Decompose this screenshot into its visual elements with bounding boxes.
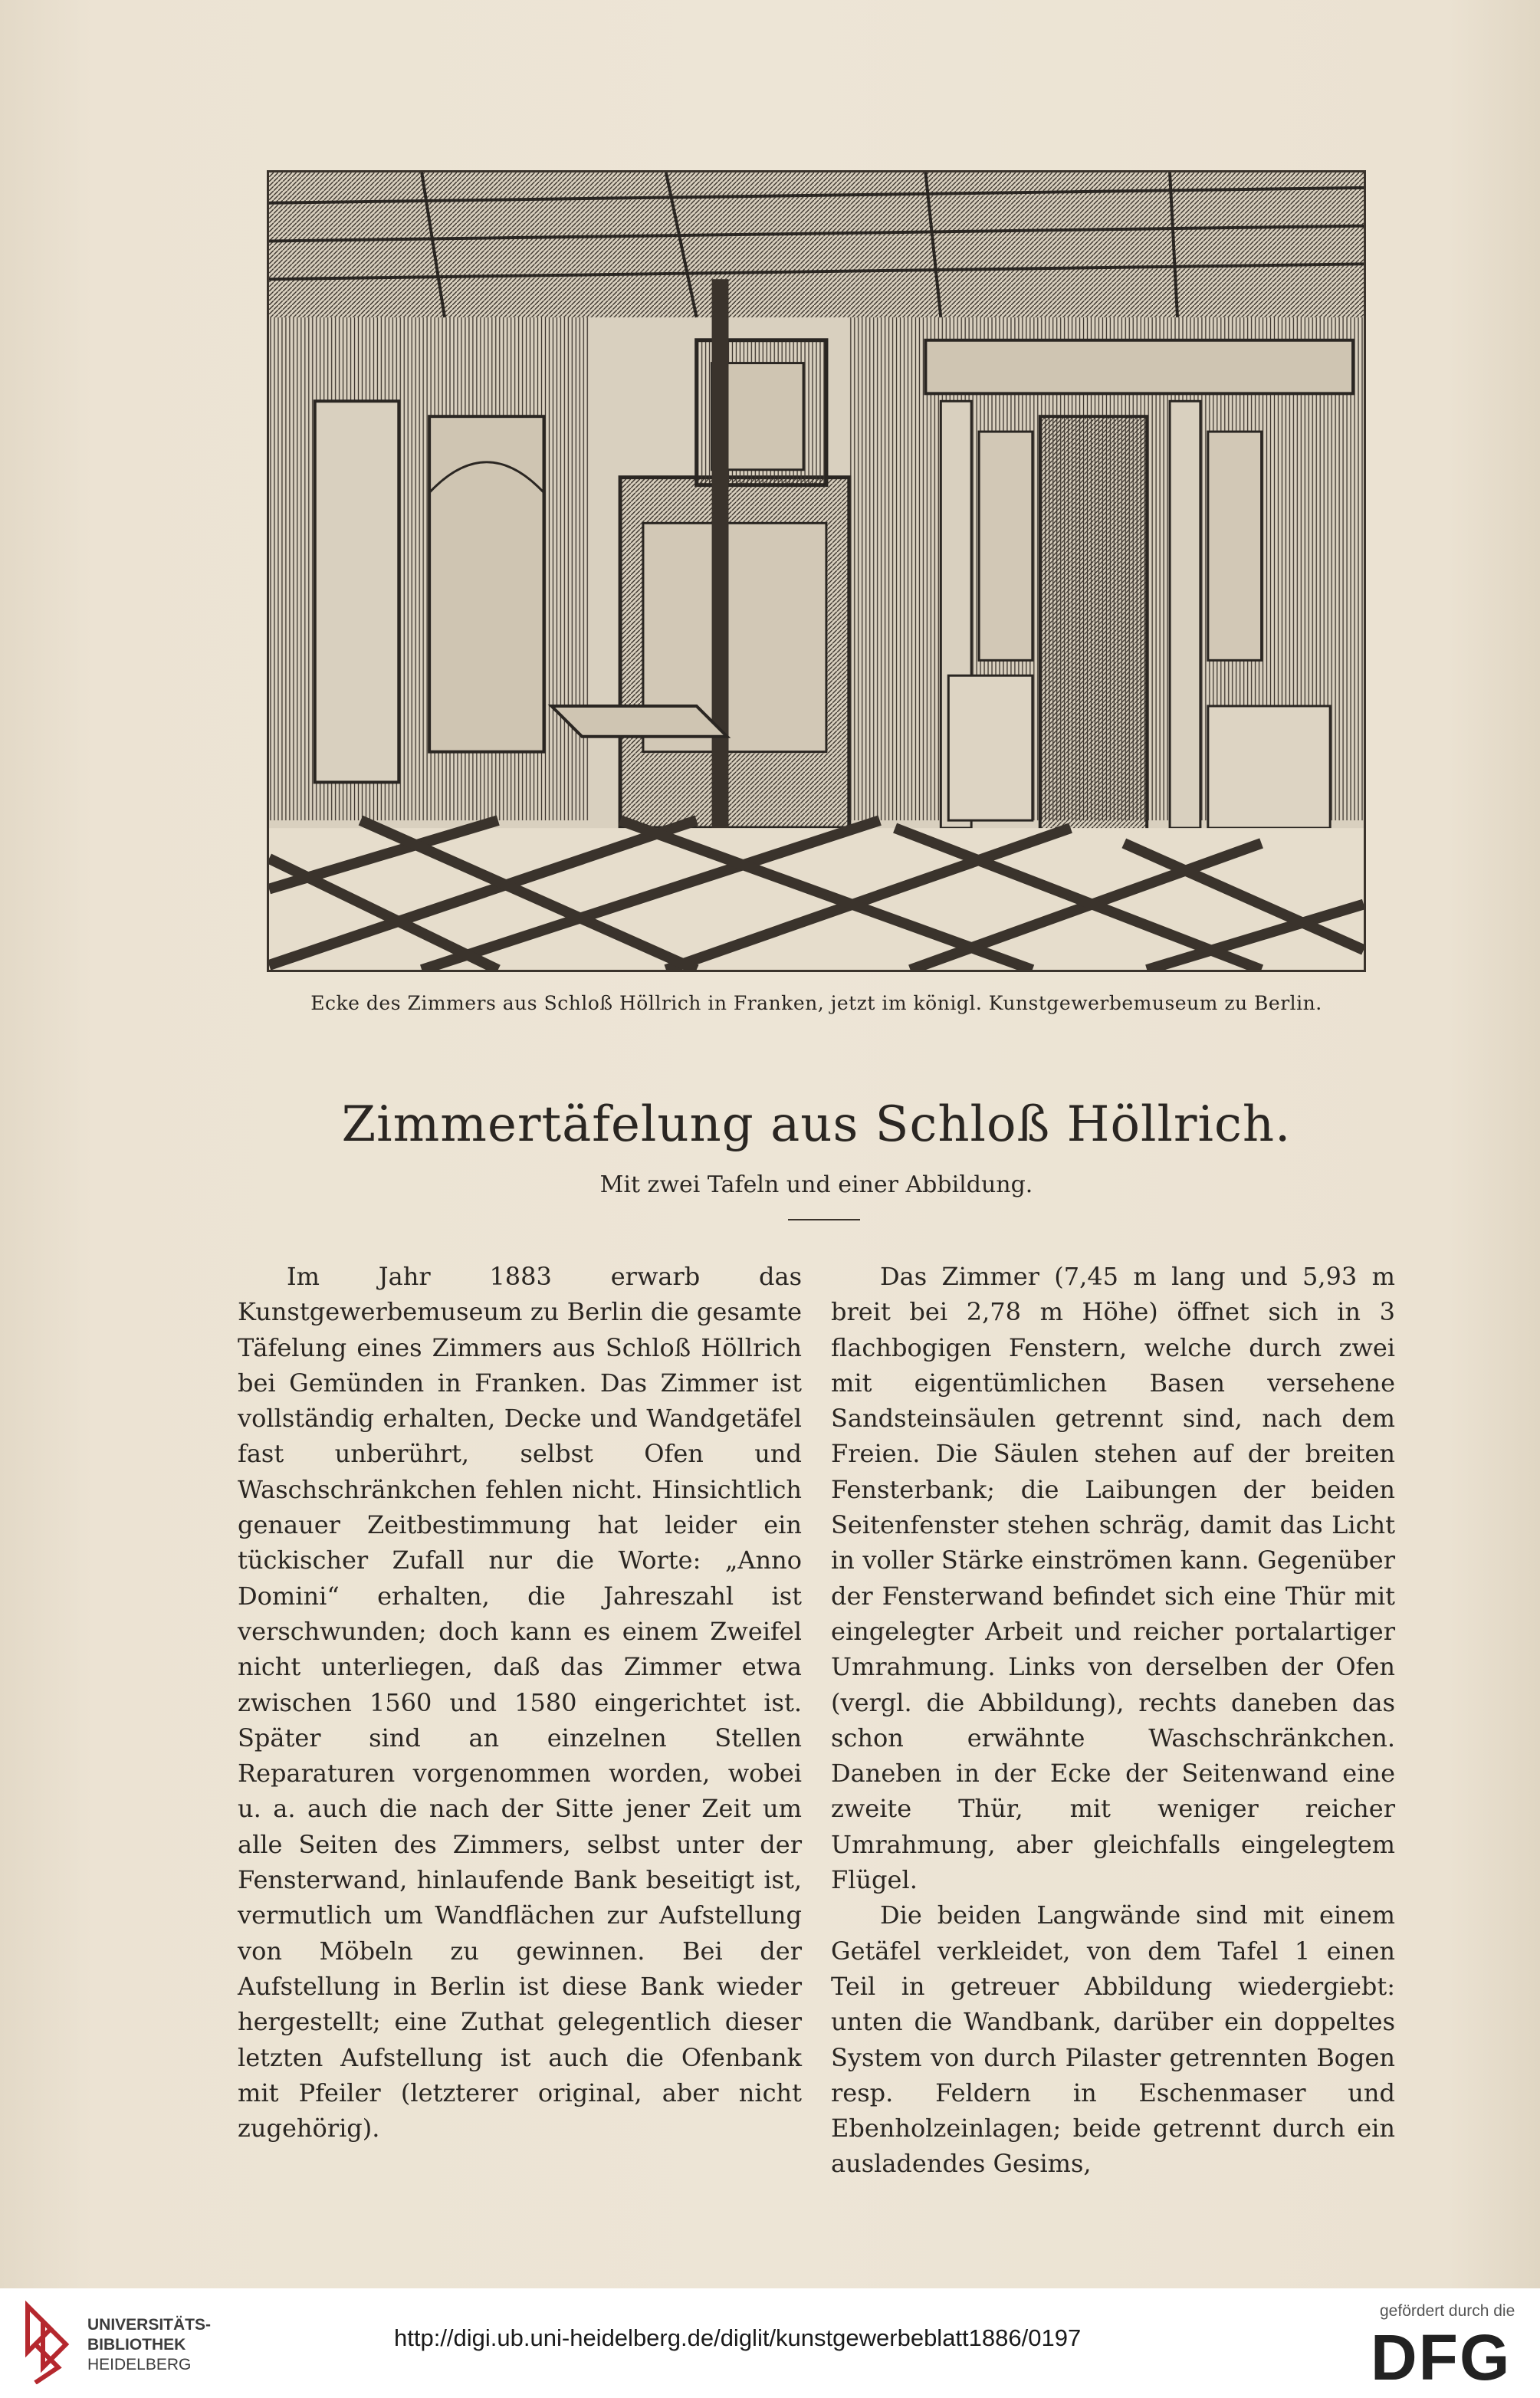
paragraph: Das Zimmer (7,45 m lang und 5,93 m breit bei 2,78 m Höhe) öffnet sich in 3 flachbogigen Fenstern, welche durch zwei mit eigentümlichen Basen versehene Sandsteinsäulen getrennt sind, nach dem Freien. Die Säulen stehen auf der breiten Fensterbank; die Laibungen der beiden Seitenfenster stehen schräg, damit das Licht in voller Stärke einströmen kann. Gegenüber der Fensterwand befindet sich eine Thür mit eingelegter Arbeit und reicher portalartiger Umrahmung. Links von derselben der Ofen (vergl. die Abbildung), rechts daneben das schon erwähnte Waschschränkchen. Daneben in der Ecke der Seitenwand eine zweite Thür, mit weniger reicher Umrahmung, aber gleichfalls eingelegtem Flügel. bbox=[831, 1262, 1395, 1895]
article-subtitle: Mit zwei Tafeln und einer Abbildung. bbox=[599, 1171, 1033, 1198]
paragraph: Im Jahr 1883 erwarb das Kunstgewerbemuseum zu Berlin die gesamte Täfelung eines Zimmers aus Schloß Höllrich bei Gemünden in Franken. Das Zimmer ist vollständig erhalten, Decke und Wandgetäfel fast unberührt, selbst Ofen und Waschschränkchen fehlen nicht. Hinsichtlich genauer Zeitbestimmung hat leider ein tückischer Zufall nur die Worte: „Anno Domini“ erhalten, die Jahreszahl ist verschwunden; doch kann es einem Zweifel nicht unterliegen, daß das Zimmer etwa zwischen 1560 und 1580 eingerichtet ist. Später sind an einzelnen Stellen Reparaturen vorgenommen worden, wobei u. a. auch die nach der Sitte jener Zeit um alle Seiten des Zimmers, selbst unter der Fensterwand, hinlaufende Bank beseitigt ist, vermutlich um Wandflächen zur Aufstellung von Möbeln zu gewinnen. Bei der Aufstellung in Berlin ist diese Bank wieder hergestellt; eine Zuthat gelegentlich dieser letzten Aufstellung ist auch die Ofenbank mit Pfeiler (letzterer original, aber nicht zugehörig). bbox=[238, 1262, 802, 2143]
right-column bbox=[831, 1259, 1395, 2182]
university-library-logo-icon bbox=[20, 2298, 78, 2384]
permalink-url[interactable]: http://digi.ub.uni-heidelberg.de/diglit/kunstgewerbeblatt1886/0197 bbox=[394, 2324, 1082, 2351]
title-divider bbox=[788, 1219, 860, 1220]
funding-note: gefördert durch die bbox=[1380, 2302, 1515, 2320]
figure-caption: Ecke des Zimmers aus Schloß Höllrich in Franken, jetzt im königl. Kunstgewerbemuseum zu Berlin. bbox=[310, 992, 1322, 1014]
institution-line: HEIDELBERG bbox=[87, 2356, 192, 2373]
dfg-logo: DFG bbox=[1371, 2321, 1512, 2393]
left-column bbox=[238, 1259, 802, 2146]
institution-line: UNIVERSITÄTS- bbox=[87, 2316, 212, 2334]
article-title: Zimmertäfelung aus Schloß Höllrich. bbox=[341, 1096, 1292, 1153]
room-corner-engraving bbox=[269, 172, 1364, 970]
institution-name bbox=[87, 2315, 211, 2375]
institution-line: BIBLIOTHEK bbox=[87, 2336, 186, 2354]
engraving-illustration bbox=[267, 170, 1366, 972]
paragraph: Die beiden Langwände sind mit einem Getäfel verkleidet, von dem Tafel 1 einen Teil in getreuer Abbildung wiedergiebt: unten die Wandbank, darüber ein doppeltes System von durch Pilaster getrennten Bogen resp. Feldern in Eschenmaser und Ebenholzeinlagen; beide getrennt durch ein ausladendes Gesims, bbox=[831, 1900, 1395, 2179]
